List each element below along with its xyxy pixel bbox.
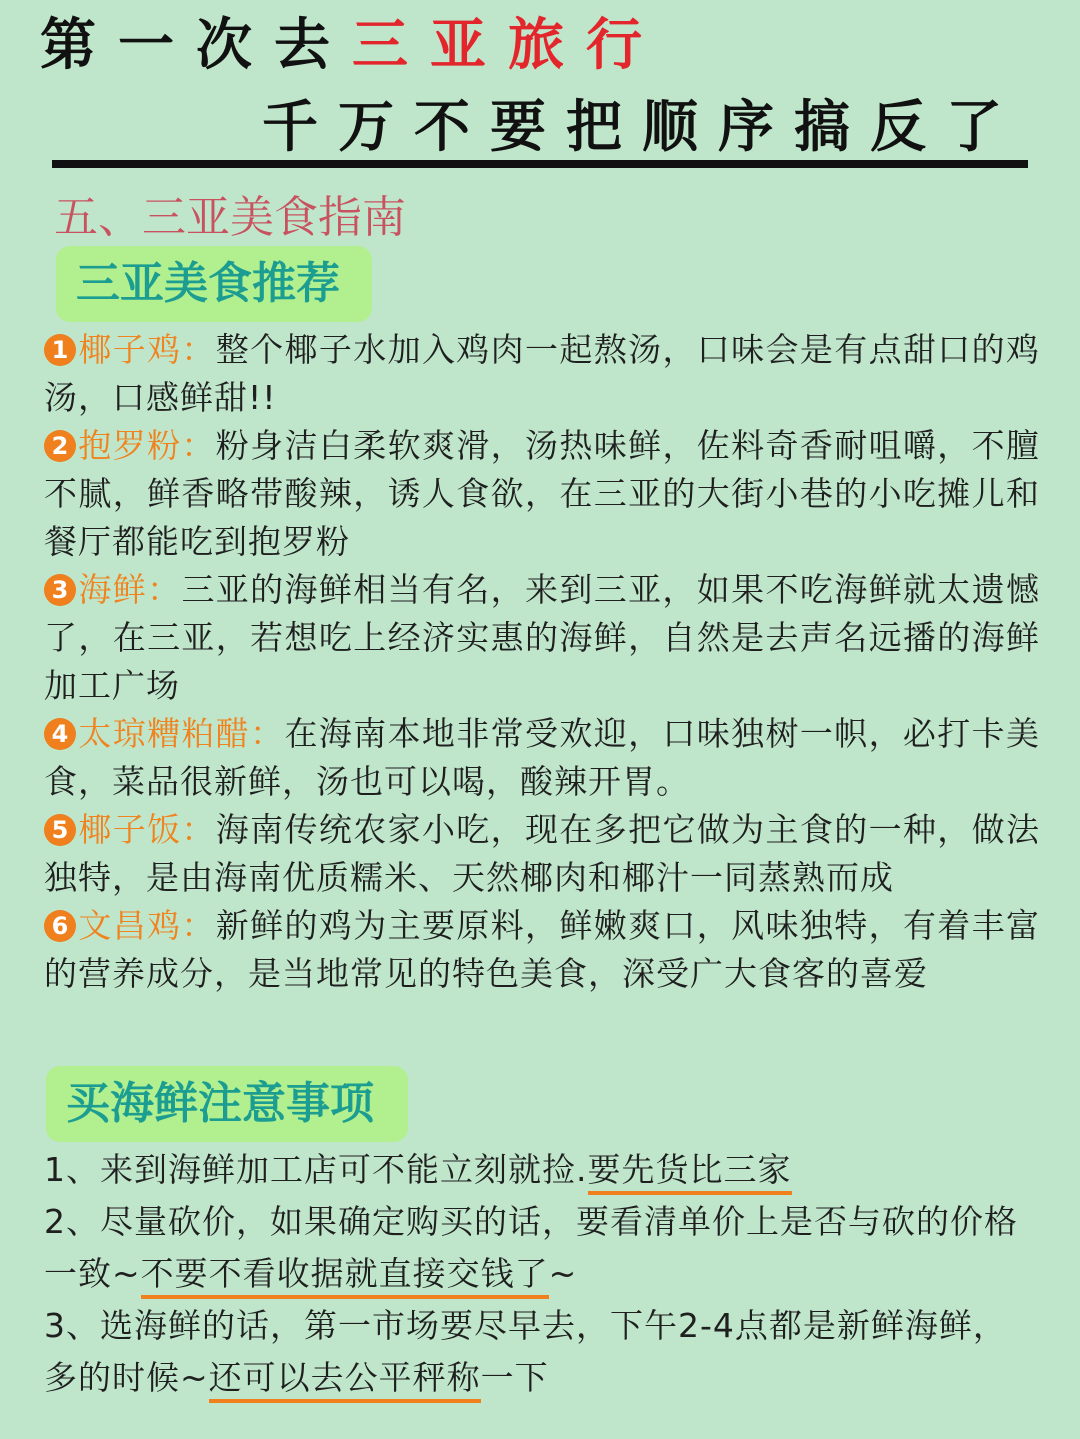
food-item bbox=[44, 902, 1040, 998]
food-name: 太琼糟粕醋： bbox=[78, 714, 285, 753]
tip-item bbox=[44, 1300, 1034, 1404]
number-badge-icon: 5 bbox=[44, 814, 76, 846]
food-recommend-badge: 三亚美食推荐 bbox=[56, 246, 372, 322]
tip-text: 1、来到海鲜加工店可不能立刻就捡. bbox=[44, 1150, 588, 1189]
tip-highlight: 还可以去公平秤称 bbox=[209, 1358, 481, 1403]
tip-highlight: 要先货比三家 bbox=[588, 1150, 792, 1195]
number-badge-icon: 1 bbox=[44, 334, 76, 366]
section-heading: 五、三亚美食指南 bbox=[54, 192, 406, 243]
tip-tail: 一下 bbox=[480, 1358, 549, 1397]
tip-highlight: 不要不看收据就直接交钱了 bbox=[141, 1254, 549, 1299]
food-item bbox=[44, 710, 1040, 806]
title-line-2: 千万不要把顺序搞反了 bbox=[262, 95, 1022, 160]
food-desc: 在海南本地非常受欢迎，口味独树一帜，必打卡美食，菜品很新鲜，汤也可以喝，酸辣开胃。 bbox=[44, 714, 1041, 801]
food-item bbox=[44, 422, 1040, 566]
title-divider bbox=[52, 160, 1028, 168]
number-badge-icon: 2 bbox=[44, 430, 76, 462]
seafood-tips-badge: 买海鲜注意事项 bbox=[46, 1066, 408, 1142]
food-desc: 粉身洁白柔软爽滑，汤热味鲜，佐料奇香耐咀嚼，不膻不腻，鲜香略带酸辣，诱人食欲，在三亚的大街小巷的小吃摊儿和餐厅都能吃到抱罗粉 bbox=[44, 426, 1041, 561]
food-item bbox=[44, 326, 1040, 422]
number-badge-icon: 6 bbox=[44, 910, 76, 942]
food-desc: 整个椰子水加入鸡肉一起熬汤，口味会是有点甜口的鸡汤，口感鲜甜!! bbox=[44, 330, 1041, 417]
food-name: 文昌鸡： bbox=[78, 906, 216, 945]
food-item bbox=[44, 806, 1040, 902]
food-name: 椰子鸡： bbox=[78, 330, 216, 369]
food-desc: 海南传统农家小吃，现在多把它做为主食的一种，做法独特，是由海南优质糯米、天然椰肉和椰汁一同蒸熟而成 bbox=[44, 810, 1041, 897]
number-badge-icon: 4 bbox=[44, 718, 76, 750]
tip-item bbox=[44, 1144, 1034, 1196]
food-name: 抱罗粉： bbox=[78, 426, 216, 465]
food-desc: 新鲜的鸡为主要原料，鲜嫩爽口，风味独特，有着丰富的营养成分，是当地常见的特色美食，深受广大食客的喜爱 bbox=[44, 906, 1041, 993]
food-name: 椰子饭： bbox=[78, 810, 216, 849]
tip-tail: ~ bbox=[548, 1254, 578, 1293]
title-line-1 bbox=[40, 14, 664, 78]
tip-item bbox=[44, 1196, 1034, 1300]
title-black-part: 第一次去 bbox=[40, 13, 352, 78]
tip-text: 3、选海鲜的话，第一市场要尽早去，下午2-4点都是新鲜海鲜，多的时候~ bbox=[44, 1306, 1007, 1397]
food-desc: 三亚的海鲜相当有名，来到三亚，如果不吃海鲜就太遗憾了，在三亚，若想吃上经济实惠的海鲜，自然是去声名远播的海鲜加工广场 bbox=[44, 570, 1041, 705]
food-name: 海鲜： bbox=[78, 570, 182, 609]
food-list bbox=[44, 326, 1040, 998]
title-red-part: 三亚旅行 bbox=[352, 13, 664, 78]
seafood-tips-list bbox=[44, 1144, 1034, 1404]
tip-text: 2、尽量砍价，如果确定购买的话，要看清单价上是否与砍的价格一致~ bbox=[44, 1202, 1018, 1293]
food-item bbox=[44, 566, 1040, 710]
number-badge-icon: 3 bbox=[44, 574, 76, 606]
